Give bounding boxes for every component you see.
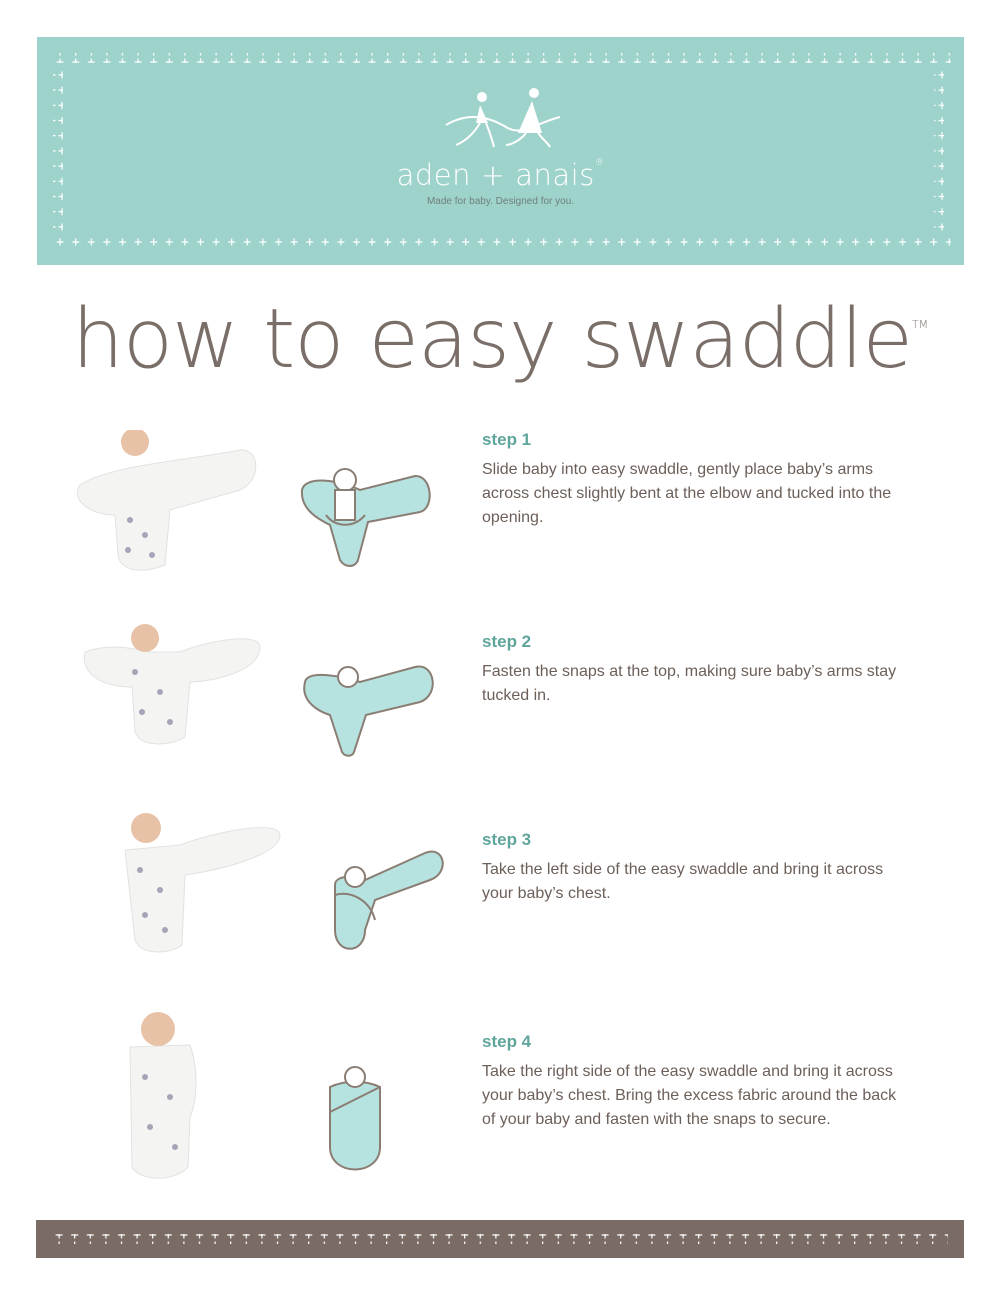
page-title <box>0 292 1000 387</box>
swaddle-diagram-step-2-icon <box>290 657 440 777</box>
step-label: step 4 <box>482 1032 532 1051</box>
tagline: Made for baby. Designed for you. <box>426 196 575 207</box>
brand-header <box>37 37 964 265</box>
footer-bar <box>36 1220 964 1258</box>
dancing-figures-logo-icon <box>436 87 566 151</box>
brand-name: aden + anais <box>396 158 595 192</box>
baby-photo-step-1 <box>70 430 270 575</box>
step-label: step 3 <box>482 830 532 849</box>
step-4 <box>0 1032 1000 1202</box>
title-text: how to easy swaddle <box>71 292 912 387</box>
baby-photo-step-2 <box>80 622 280 752</box>
step-2 <box>0 632 1000 802</box>
baby-photo-step-3 <box>120 810 340 960</box>
step-description: Slide baby into easy swaddle, gently place baby’s arms across chest slightly bent at the elbow and tucked into the opening. <box>482 461 892 526</box>
trademark: TM <box>911 318 929 331</box>
step-1 <box>0 430 1000 600</box>
step-label: step 2 <box>482 632 532 651</box>
swaddle-diagram-step-4-icon <box>325 1042 405 1172</box>
swaddle-diagram-step-3-icon <box>320 845 480 965</box>
step-description: Take the right side of the easy swaddle and bring it across your baby’s chest. Bring the excess fabric around the back of your baby and fasten with the snaps to secure. <box>482 1063 897 1128</box>
step-description: Take the left side of the easy swaddle and bring it across your baby’s chest. <box>482 861 884 902</box>
baby-photo-step-4 <box>120 1007 220 1187</box>
step-description: Fasten the snaps at the top, making sure baby’s arms stay tucked in. <box>482 663 897 704</box>
step-3 <box>0 830 1000 1000</box>
plus-border-decoration <box>36 1220 964 1258</box>
brand-logo <box>37 87 964 207</box>
swaddle-diagram-step-1-icon <box>290 450 440 570</box>
step-label: step 1 <box>482 430 532 449</box>
registered-mark: ® <box>594 158 605 168</box>
